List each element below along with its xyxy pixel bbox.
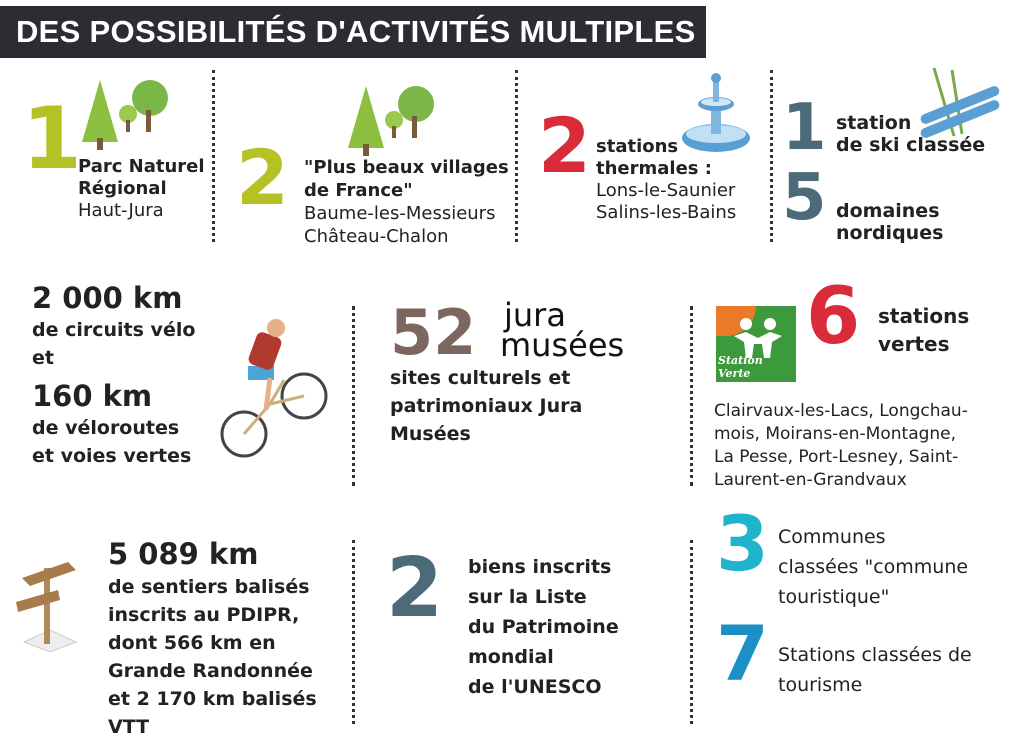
communes-text: Communes classées "commune touristique" <box>778 526 969 608</box>
vertes-number: 6 <box>806 272 861 362</box>
trees-icon <box>342 82 438 158</box>
signpost-icon <box>12 556 82 652</box>
tourisme-number: 7 <box>716 609 769 698</box>
veloroutes-km: 160 km <box>32 379 153 413</box>
divider <box>212 70 215 242</box>
sentiers-km: 5 089 km <box>108 537 259 571</box>
cyclist-icon <box>218 316 330 462</box>
thermal-text: stations thermales : Lons-le-Saunier Salins-les-Bains <box>596 136 737 223</box>
unesco-text: biens inscrits sur la Liste du Patrimoine mondial de l'UNESCO <box>468 556 619 698</box>
ski-number: 1 <box>782 91 827 165</box>
divider <box>690 540 693 724</box>
unesco-number: 2 <box>386 541 444 636</box>
station-verte-logo: Station Verte <box>716 306 796 382</box>
musees-number: 52 <box>390 296 477 369</box>
vertes-list: Clairvaux-les-Lacs, Longchau- mois, Moirans-en-Montagne, La Pesse, Port-Lesney, Saint- Laurent-en-Grandvaux <box>714 401 968 490</box>
velo-text: de circuits vélo et <box>32 319 196 369</box>
vertes-title: stations vertes <box>878 304 970 356</box>
trees-icon <box>76 76 172 152</box>
page-title: DES POSSIBILITÉS D'ACTIVITÉS MULTIPLES <box>0 6 706 58</box>
parc-number: 1 <box>22 89 82 189</box>
jura-musees-logo: jura musées <box>500 296 625 364</box>
musees-text: sites culturels et patrimoniaux Jura Musées <box>390 367 583 445</box>
parc-text: Parc Naturel Régional Haut-Jura <box>78 156 205 221</box>
thermal-number: 2 <box>538 101 591 190</box>
velo-km: 2 000 km <box>32 281 183 315</box>
divider <box>352 540 355 724</box>
nordic-number: 5 <box>782 161 827 235</box>
nordic-text: domaines nordiques <box>836 200 944 244</box>
communes-number: 3 <box>716 499 769 588</box>
villages-number: 2 <box>236 133 289 222</box>
divider <box>515 70 518 242</box>
ski-text: station de ski classée <box>836 112 986 156</box>
divider <box>690 306 693 486</box>
divider <box>352 306 355 486</box>
veloroutes-text: de véloroutes et voies vertes <box>32 417 192 467</box>
tourisme-text: Stations classées de tourisme <box>778 644 972 696</box>
divider <box>770 70 773 242</box>
sentiers-text: de sentiers balisés inscrits au PDIPR, dont 566 km en Grande Randonnée et 2 170 km balisés VTT <box>108 576 317 738</box>
villages-text: "Plus beaux villages de France" Baume-les-Messieurs Château-Chalon <box>304 157 509 247</box>
